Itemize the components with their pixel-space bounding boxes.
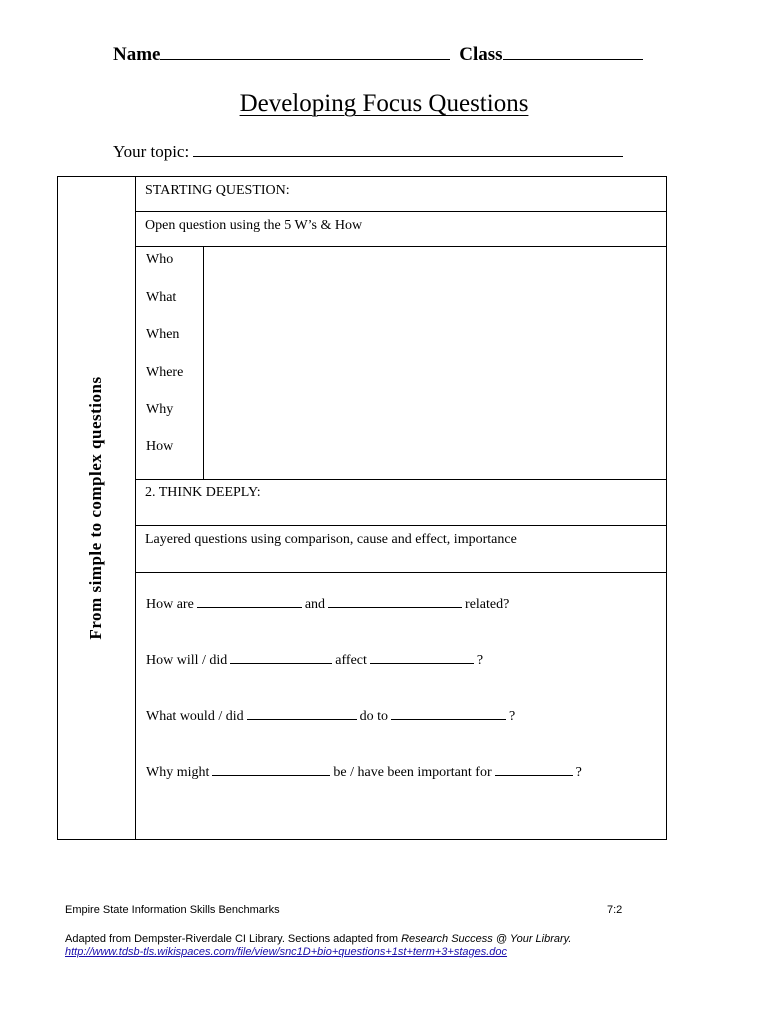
prompt-row: Why might be / have been important for ? — [146, 765, 582, 780]
topic-row — [113, 142, 623, 162]
row-divider — [135, 572, 667, 573]
blank-field[interactable] — [391, 719, 506, 720]
footer-source-title: Research Success @ Your Library. — [401, 933, 572, 945]
word-what: What — [146, 290, 177, 305]
side-divider — [135, 176, 136, 840]
topic-field[interactable] — [193, 156, 623, 157]
prompt-row: What would / did do to ? — [146, 709, 516, 724]
blank-field[interactable] — [370, 663, 474, 664]
blank-field[interactable] — [247, 719, 357, 720]
blank-field[interactable] — [495, 775, 573, 776]
topic-label: Your topic: — [113, 142, 190, 161]
name-label: Name — [113, 44, 161, 65]
blank-field[interactable] — [197, 607, 302, 608]
class-label: Class — [459, 44, 503, 65]
starting-heading: STARTING QUESTION: — [145, 183, 290, 198]
prompt-row: How are and related? — [146, 597, 510, 612]
think-desc: Layered questions using comparison, cause and effect, importance — [145, 532, 517, 547]
row-divider — [135, 211, 667, 212]
blank-field[interactable] — [328, 607, 462, 608]
header-row — [113, 44, 673, 66]
footer-page-number: 7:2 — [607, 904, 623, 916]
page-title: Developing Focus Questions — [239, 90, 529, 117]
footer-url-link[interactable]: http://www.tdsb-tls.wikispaces.com/file/view/snc1D+bio+questions+1st+term+3+stages.doc — [65, 946, 508, 958]
blank-field[interactable] — [212, 775, 330, 776]
word-who: Who — [146, 252, 174, 267]
name-field[interactable] — [160, 59, 450, 60]
word-when: When — [146, 327, 180, 342]
footer-benchmarks: Empire State Information Skills Benchmarks — [65, 904, 280, 916]
think-heading: 2. THINK DEEPLY: — [145, 485, 261, 500]
word-where: Where — [146, 365, 184, 380]
footer-url-row — [65, 946, 507, 958]
row-divider — [135, 479, 667, 480]
class-field[interactable] — [503, 59, 643, 60]
row-divider — [135, 525, 667, 526]
footer-adapted: Adapted from Dempster-Riverdale CI Library. Sections adapted from Research Success @ Your Library. — [65, 933, 572, 945]
starting-answer-area[interactable] — [204, 247, 667, 479]
starting-desc: Open question using the 5 W’s & How — [145, 218, 363, 233]
word-why: Why — [146, 402, 174, 417]
side-label: From simple to complex questions — [86, 376, 105, 640]
word-how: How — [146, 439, 174, 454]
blank-field[interactable] — [230, 663, 332, 664]
side-column — [57, 176, 135, 840]
prompt-row: How will / did affect ? — [146, 653, 484, 668]
